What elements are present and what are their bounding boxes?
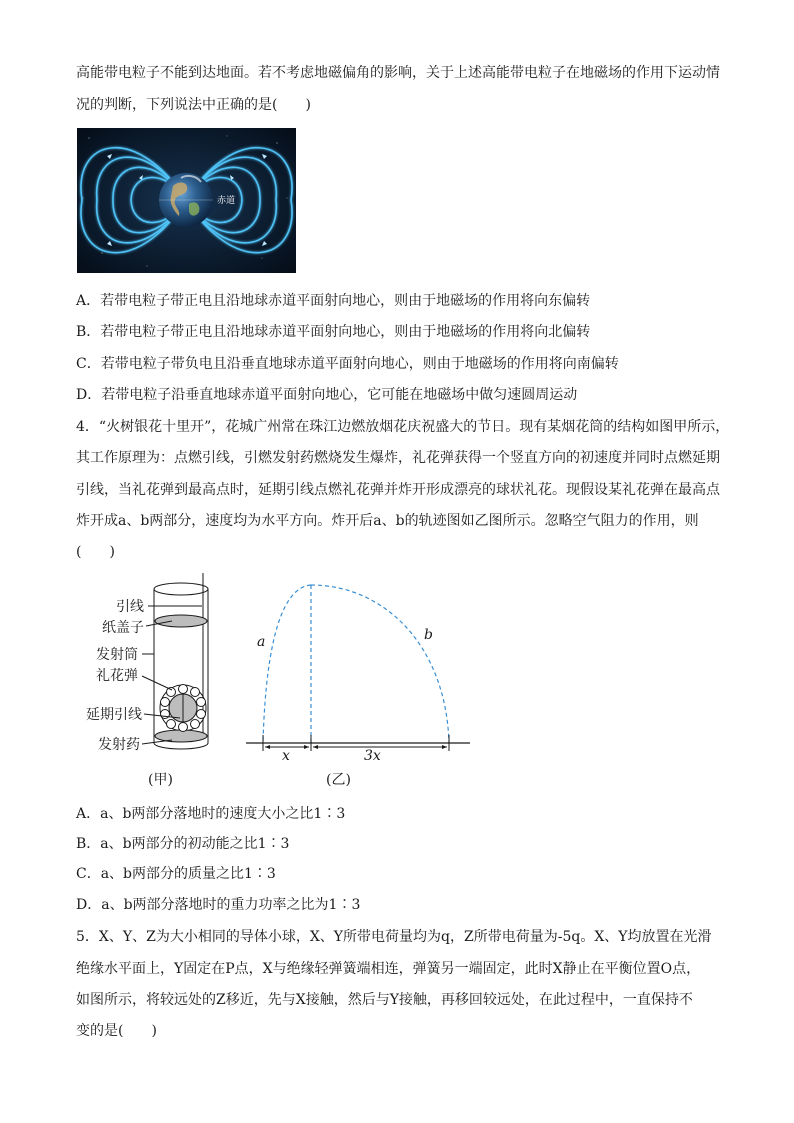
- label-propellant: 发射药: [98, 737, 140, 753]
- q4-option-d: D．a、b两部分落地时的重力功率之比为1∶3: [76, 897, 361, 913]
- q5-stem-line2: 绝缘水平面上，Y固定在P点，X与绝缘轻弹簧端相连，弹簧另一端固定，此时X静止在平衡位置O点，: [76, 961, 701, 977]
- label-fuse: 引线: [116, 599, 144, 615]
- label-firework-shell: 礼花弹: [96, 668, 138, 684]
- equator-label: 赤道: [217, 196, 236, 206]
- trajectory-figure: [244, 575, 474, 790]
- q3-option-a: A．若带电粒子带正电且沿地球赤道平面射向地心，则由于地磁场的作用将向东偏转: [76, 293, 591, 309]
- label-paper-cap: 纸盖子: [102, 620, 144, 636]
- earth-magnetic-field-image: [77, 128, 296, 273]
- q3-stem-line1: 高能带电粒子不能到达地面。若不考虑地磁偏角的影响，关于上述高能带电粒子在地磁场的作用下运动情: [76, 65, 720, 81]
- firework-tube-figure: [76, 568, 246, 790]
- q5-stem-line3: 如图所示，将较远处的Z移近，先与X接触，然后与Y接触，再移回较远处，在此过程中，一直保持不: [76, 992, 693, 1008]
- trajectories: [263, 585, 449, 743]
- label-launch-tube: 发射筒: [96, 647, 138, 663]
- label-delay-fuse: 延期引线: [86, 707, 142, 723]
- q4-option-c: C．a、b两部分的质量之比1∶3: [76, 866, 276, 882]
- distance-x-label: x: [282, 748, 290, 764]
- q3-stem-line2: 况的判断，下列说法中正确的是( ): [76, 97, 311, 113]
- q3-option-b: B．若带电粒子带正电且沿地球赤道平面射向地心，则由于地磁场的作用将向北偏转: [76, 324, 591, 340]
- trajectory-a-label: a: [257, 634, 266, 650]
- q3-option-d: D．若带电粒子沿垂直地球赤道平面射向地心，它可能在地磁场中做匀速圆周运动: [76, 387, 578, 403]
- q5-stem-line1: 5．X、Y、Z为大小相同的导体小球，X、Y所带电荷量均为q，Z所带电荷量为-5q。X、Y均放置在光滑: [76, 929, 712, 945]
- distance-3x-label: 3x: [364, 748, 381, 764]
- q4-stem-line3: 引线，当礼花弹到最高点时，延期引线点燃礼花弹并炸开形成漂亮的球状礼花。现假设某礼花弹在最高点: [76, 482, 720, 498]
- earth-magnetic-field-figure: [77, 128, 296, 273]
- q3-option-c: C．若带电粒子带负电且沿垂直地球赤道平面射向地心，则由于地磁场的作用将向南偏转: [76, 356, 619, 372]
- q4-stem-line5: ( ): [76, 544, 115, 560]
- q4-option-a: A．a、b两部分落地时的速度大小之比1∶3: [76, 806, 346, 822]
- caption-yi: (乙): [326, 772, 351, 788]
- q4-stem-line1: 4．“火树银花十里开”，花城广州常在珠江边燃放烟花庆祝盛大的节日。现有某烟花筒的结构如图甲所示，: [76, 419, 730, 435]
- q5-stem-line4: 变的是( ): [76, 1023, 157, 1039]
- q4-stem-line4: 炸开成a、b两部分，速度均为水平方向。炸开后a、b的轨迹图如乙图所示。忽略空气阻力的作用，则: [76, 513, 699, 529]
- caption-jia: (甲): [148, 772, 173, 788]
- trajectory-b-label: b: [424, 627, 433, 643]
- q4-stem-line2: 其工作原理为：点燃引线，引燃发射药燃烧发生爆炸，礼花弹获得一个竖直方向的初速度并同时点燃延期: [76, 450, 720, 466]
- q4-option-b: B．a、b两部分的初动能之比1∶3: [76, 836, 290, 852]
